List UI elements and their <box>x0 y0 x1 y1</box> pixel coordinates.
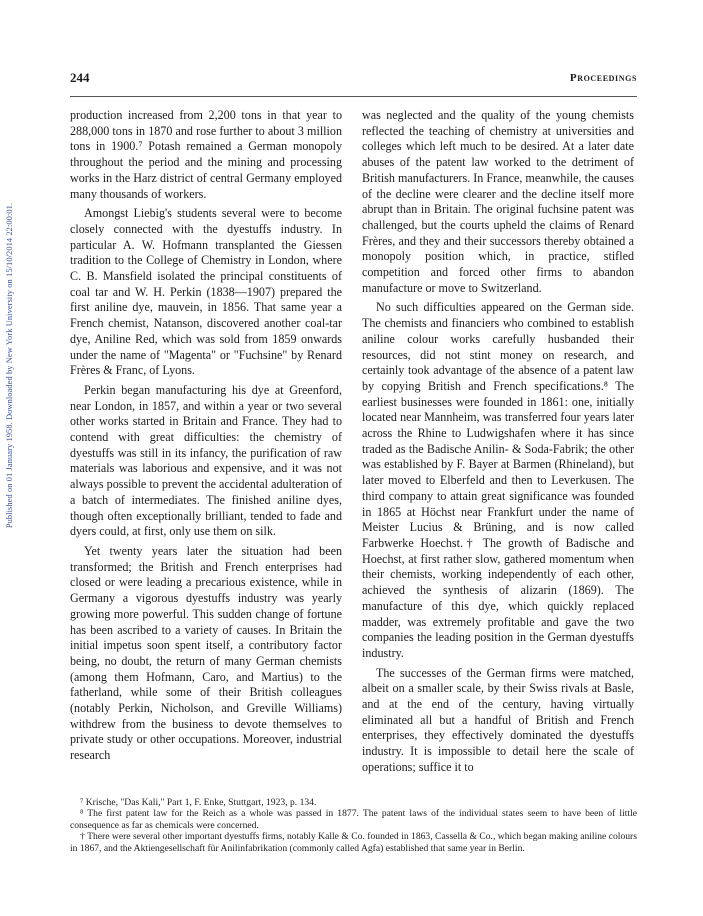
footnote: ⁷ Krische, "Das Kali," Part 1, F. Enke, Stuttgart, 1923, p. 134. <box>80 797 317 808</box>
running-head: Proceedings <box>569 72 637 84</box>
download-notice-text: Published on 01 January 1958. Downloaded by New York University on 15/10/2014 22:00:01. <box>5 202 15 528</box>
download-notice <box>3 150 17 580</box>
paragraph: Perkin began manufacturing his dye at Greenford, near London, in 1857, and within a year or two several other works started in Britain and France. They had to contend with great difficulties: the chemistry of dyestuffs was still in its infancy, the purification of raw materials was laborious and expensive, and it was not always possible to prevent the accidental adulteration of a batch of intermediates. The finished aniline dyes, though often exceptionally brilliant, tended to fade and dyers could, at first, only use them on silk. <box>70 382 342 539</box>
paragraph: The successes of the German firms were matched, albeit on a smaller scale, by their Swiss rivals at Basle, and at the end of the century, having virtually eliminated all but a handful of British and French enterprises, they effectively dominated the dyestuffs industry. It is impossible to detail here the scale of operations; suffice it to <box>362 665 634 774</box>
footnotes <box>70 797 637 854</box>
paragraph: was neglected and the quality of the young chemists reflected the teaching of chemistry at universities and colleges which left much to be desired. At a later date abuses of the patent law worked to the detriment of British manufacturers. In France, meanwhile, the causes of the decline were clearer and the decline itself more abrupt than in Britain. The original fuchsine patent was challenged, but the courts upheld the claims of Renard Frères, and they and their successors thereby obtained a monopoly position which, in practice, stifled competition and forced other firms to abandon manufacture or move to Switzerland. <box>362 108 634 295</box>
paragraph: No such difficulties appeared on the German side. The chemists and financiers who combined to establish aniline colour works carefully husbanded their resources, did not stint money on research, and certainly took advantage of the absence of a patent law by copying British and French specifications.⁸ The earliest businesses were founded in 1861: one, initially located near Mannheim, was transferred four years later across the Rhine to Ludwigshafen where it has since traded as the Badische Anilin- & Soda-Fabrik; the other was established by F. Bayer at Barmen (Rhineland), but later moved to Elberfeld and then to Leverkusen. The third company to attain great significance was founded in 1865 at Höchst near Frankfurt under the name of Meister Lucius & Brüning, and is now called Farbwerke Hoechst.† The growth of Badische and Hoechst, at first rather slow, gathered momentum when their chemists, working independently of each other, achieved the synthesis of alizarin (1869). The manufacture of this dye, which quickly replaced madder, was extremely profitable and gave the two companies the leading position in the German dyestuffs industry. <box>362 300 634 660</box>
right-column <box>362 108 634 780</box>
paragraph: Yet twenty years later the situation had been transformed; the British and French enterprises had closed or were leading a precarious existence, while in Germany a vigorous dyestuffs industry was yearly growing more powerful. This sudden change of fortune has been ascribed to a variety of causes. In Britain the initial impetus soon spent itself, a contributory factor being, no doubt, the return of many German chemists (among them Hofmann, Caro, and Martius) to the fatherland, while some of their British colleagues (notably Perkin, Nicholson, and Greville Williams) withdrew from the business to devote themselves to private study or other occupations. Moreover, industrial research <box>70 543 342 763</box>
paragraph: Amongst Liebig's students several were to become closely connected with the dyestuffs industry. In particular A. W. Hofmann transplanted the Giessen tradition to the College of Chemistry in London, where C. B. Mansfield isolated the principal constituents of coal tar and W. H. Perkin (1838—1907) prepared the first aniline dye, mauvein, in 1856. That same year a French chemist, Natanson, discovered another coal-tar dye, Aniline Red, which was sold from 1859 onwards under the name of "Magenta" or "Fuchsine" by Renard Frères & Franc, of Lyons. <box>70 206 342 378</box>
paragraph: production increased from 2,200 tons in that year to 288,000 tons in 1870 and rose further to about 3 million tons in 1900.⁷ Potash remained a German monopoly throughout the period and the mining and processing works in the Harz district of central Germany employed many thousands of workers. <box>70 108 342 201</box>
page-number: 244 <box>70 70 90 85</box>
footnote: ⁸ The first patent law for the Reich as a whole was passed in 1877. The patent laws of the individual states seem to have been of little consequence as far as chemicals were concerned. <box>70 808 637 831</box>
footnote: † There were several other important dyestuffs firms, notably Kalle & Co. founded in 1863, Cassella & Co., which began making aniline colours in 1867, and the Aktiengesellschaft für Anilinfabrikation (commonly called Agfa) established that same year in Berlin. <box>70 831 637 854</box>
left-column <box>70 108 342 768</box>
header-rule <box>70 96 637 97</box>
